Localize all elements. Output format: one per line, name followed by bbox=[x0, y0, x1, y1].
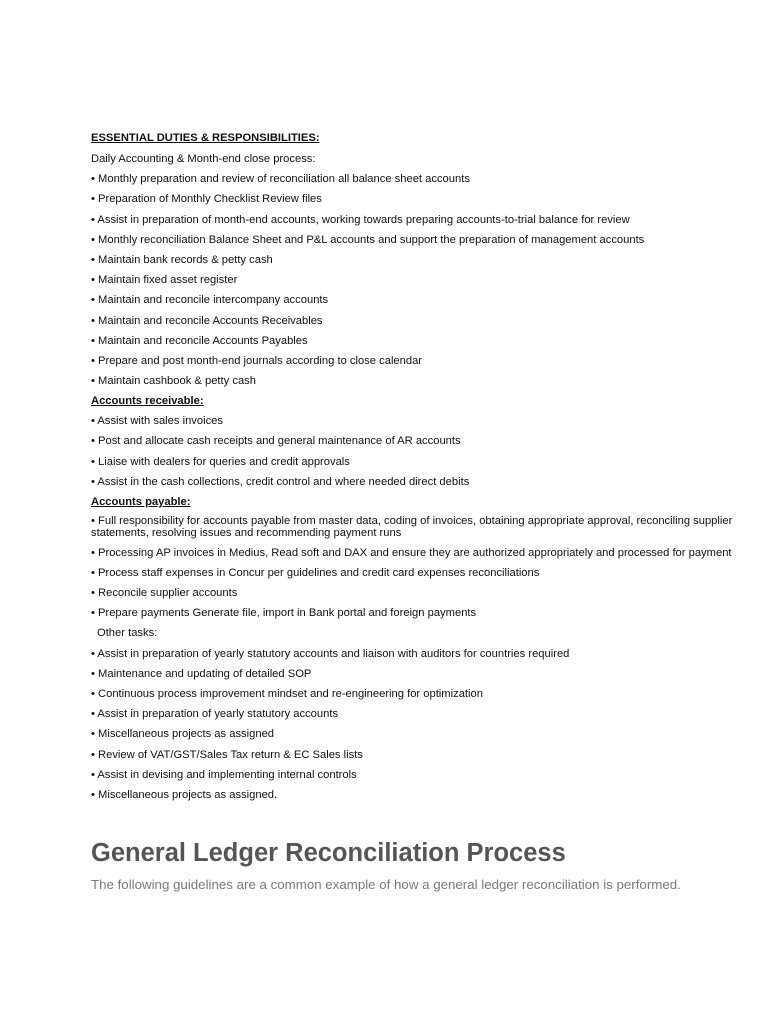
list-item: • Miscellaneous projects as assigned bbox=[91, 728, 275, 741]
list-item: • Review of VAT/GST/Sales Tax return & EC Sales lists bbox=[91, 748, 363, 761]
list-item: • Full responsibility for accounts payable from master data, coding of invoices, obtaining appropriate approval, reconciling supplier statements, resolving issues and recommending payment runs bbox=[91, 515, 733, 540]
list-item: • Monthly preparation and review of reconciliation all balance sheet accounts bbox=[91, 173, 470, 186]
document-body bbox=[91, 131, 751, 808]
essential-duties-heading: ESSENTIAL DUTIES & RESPONSIBILITIES: bbox=[91, 132, 320, 144]
list-item: • Assist in the cash collections, credit control and where needed direct debits bbox=[91, 475, 470, 488]
list-item: • Miscellaneous projects as assigned. bbox=[91, 788, 278, 801]
list-item: • Assist in preparation of yearly statutory accounts and liaison with auditors for countries required bbox=[91, 647, 570, 660]
list-item: • Maintain bank records & petty cash bbox=[91, 253, 273, 266]
list-item: • Continuous process improvement mindset and re-engineering for optimization bbox=[91, 687, 483, 700]
list-item: • Maintain and reconcile Accounts Receivables bbox=[91, 314, 323, 327]
list-item: • Assist in preparation of yearly statutory accounts bbox=[91, 708, 339, 721]
list-item: • Assist in preparation of month-end accounts, working towards preparing accounts-to-trial balance for review bbox=[91, 213, 630, 226]
list-item: • Maintain cashbook & petty cash bbox=[91, 375, 256, 388]
list-item: • Monthly reconciliation Balance Sheet and P&L accounts and support the preparation of management accounts bbox=[91, 233, 645, 246]
accounts-payable-list bbox=[91, 515, 751, 620]
month-end-intro: Daily Accounting & Month-end close process: bbox=[91, 153, 316, 165]
list-item: • Reconcile supplier accounts bbox=[91, 587, 238, 599]
list-item: • Prepare and post month-end journals according to close calendar bbox=[91, 354, 423, 367]
month-end-list bbox=[91, 172, 751, 388]
list-item: • Maintain and reconcile Accounts Payables bbox=[91, 334, 308, 347]
list-item: • Maintain and reconcile intercompany accounts bbox=[91, 294, 329, 307]
list-item: • Assist with sales invoices bbox=[91, 415, 223, 428]
accounts-receivable-heading: Accounts receivable: bbox=[91, 395, 204, 408]
list-item: • Maintain fixed asset register bbox=[91, 274, 238, 287]
list-item: • Process staff expenses in Concur per guidelines and credit card expenses reconciliations bbox=[91, 566, 540, 579]
list-item: • Maintenance and updating of detailed SOP bbox=[91, 667, 312, 680]
other-tasks-list bbox=[91, 647, 751, 802]
gl-reconciliation-intro: The following guidelines are a common example of how a general ledger reconciliation is performed. bbox=[91, 877, 681, 892]
list-item: • Preparation of Monthly Checklist Review files bbox=[91, 193, 322, 206]
other-tasks-heading: Other tasks: bbox=[97, 627, 158, 640]
list-item: • Post and allocate cash receipts and general maintenance of AR accounts bbox=[91, 435, 461, 448]
list-item: • Prepare payments Generate file, import in Bank portal and foreign payments bbox=[91, 607, 477, 620]
list-item: • Liaise with dealers for queries and credit approvals bbox=[91, 455, 350, 468]
accounts-payable-heading: Accounts payable: bbox=[91, 496, 191, 508]
gl-reconciliation-title: General Ledger Reconciliation Process bbox=[91, 839, 566, 867]
list-item: • Processing AP invoices in Medius, Read soft and DAX and ensure they are authorized appropriately and processed for payment bbox=[91, 546, 732, 559]
list-item: • Assist in devising and implementing internal controls bbox=[91, 768, 357, 781]
accounts-receivable-list bbox=[91, 414, 751, 489]
